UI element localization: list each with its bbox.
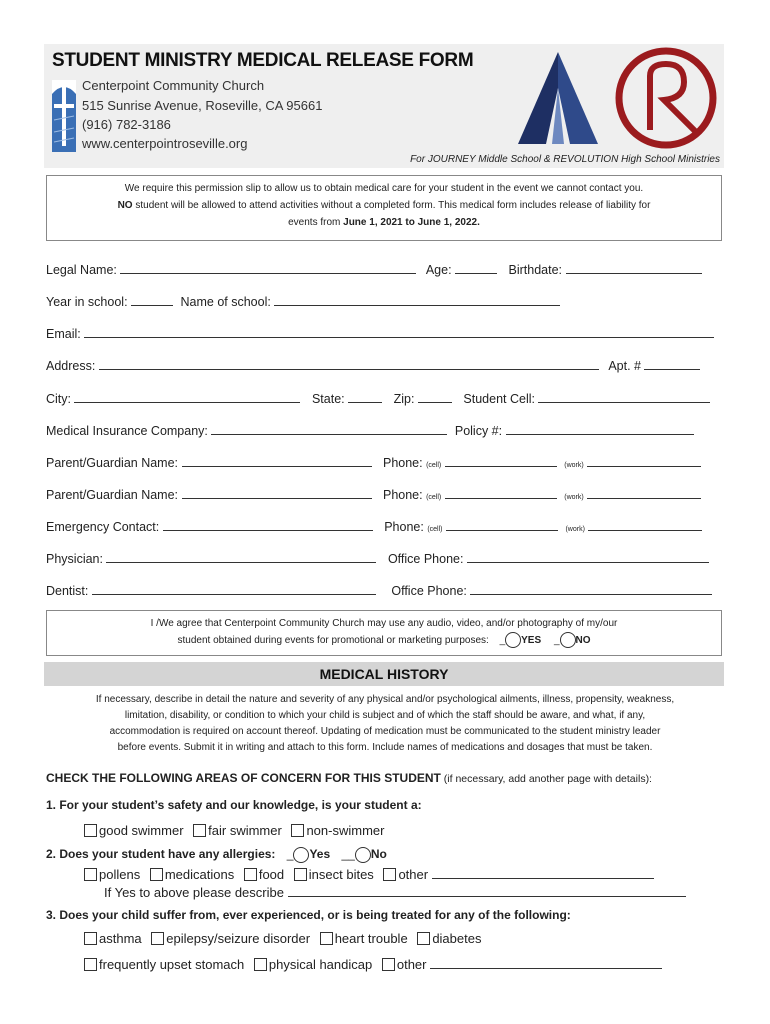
question-1: 1. For your student’s safety and our knowledge, is your student a:	[46, 798, 422, 812]
q3-other-field[interactable]	[430, 956, 662, 969]
q3-checkbox-epilepsy[interactable]	[151, 932, 164, 945]
q3-checkbox-other[interactable]	[382, 958, 395, 971]
q2-yes-label: Yes	[309, 847, 331, 862]
q3-checkbox-physical-handicap[interactable]	[254, 958, 267, 971]
physician-label: Physician:	[46, 552, 103, 566]
consent-line-1: I /We agree that Centerpoint Community Church may use any audio, video, and/or photography of my/our	[150, 618, 618, 629]
q2-option-pollens: pollens	[99, 867, 141, 882]
q2-checkbox-pollens[interactable]	[84, 868, 97, 881]
q2-option-medications: medications	[164, 867, 235, 882]
email-field[interactable]	[84, 325, 714, 338]
journey-logo-icon	[508, 48, 608, 148]
q1-option-good-swimmer: good swimmer	[99, 823, 184, 838]
year-in-school-field[interactable]	[131, 293, 173, 306]
q2-checkbox-insect-bites[interactable]	[294, 868, 307, 881]
city-field[interactable]	[74, 390, 300, 403]
insurance-label: Medical Insurance Company:	[46, 424, 208, 438]
church-website[interactable]: www.centerpointroseville.org	[82, 136, 248, 151]
student-cell-label: Student Cell:	[463, 392, 535, 406]
emergency-label: Emergency Contact:	[46, 520, 160, 534]
dentist-office-phone-field[interactable]	[470, 582, 712, 595]
physician-office-phone-field[interactable]	[467, 550, 709, 563]
q3-checkbox-diabetes[interactable]	[417, 932, 430, 945]
birthdate-field[interactable]	[566, 261, 702, 274]
q3-option-epilepsy: epilepsy/seizure disorder	[166, 931, 311, 946]
age-field[interactable]	[455, 261, 497, 274]
q2-no-label: No	[370, 847, 387, 862]
q1-option-fair-swimmer: fair swimmer	[208, 823, 282, 838]
med-desc-line-2: limitation, disability, or condition to which your child is subject and of which the staff should be aware, and what, if any,	[124, 710, 646, 721]
med-desc-line-3: accommodation is required on account thereof. Updating of medication must be communicated to the student ministry leader	[109, 726, 661, 737]
church-phone: (916) 782-3186	[82, 117, 171, 132]
parent-1-cell-tag: (cell)	[426, 462, 442, 469]
q2-describe-row	[104, 884, 686, 900]
notice-line-1: We require this permission slip to allow us to obtain medical care for your student in the event we cannot contact you.	[124, 183, 644, 194]
revolution-logo-icon	[612, 46, 720, 150]
emergency-cell-tag: (cell)	[427, 526, 443, 533]
q3-option-physical-handicap: physical handicap	[268, 957, 373, 972]
dentist-office-phone-label: Office Phone:	[391, 584, 467, 598]
q2-yes-radio[interactable]	[293, 847, 309, 863]
insurance-field[interactable]	[211, 422, 447, 435]
policy-label: Policy #:	[454, 424, 503, 438]
q1-checkbox-good-swimmer[interactable]	[84, 824, 97, 837]
church-address: 515 Sunrise Avenue, Roseville, CA 95661	[82, 98, 323, 113]
state-field[interactable]	[348, 390, 382, 403]
consent-line-2: student obtained during events for promotional or marketing purposes: _ YES _ NO	[47, 632, 721, 649]
row-legal-name	[46, 261, 702, 277]
q1-options	[84, 823, 384, 838]
legal-name-field[interactable]	[120, 261, 416, 274]
zip-label: Zip:	[393, 392, 415, 406]
parent-2-phone-label: Phone:	[382, 488, 423, 502]
checklist-heading: CHECK THE FOLLOWING AREAS OF CONCERN FOR THIS STUDENT (if necessary, add another page with details):	[46, 771, 652, 785]
legal-name-label: Legal Name:	[46, 263, 117, 277]
q3-option-asthma: asthma	[99, 931, 142, 946]
age-label: Age:	[425, 263, 452, 277]
q2-checkbox-food[interactable]	[244, 868, 257, 881]
church-cross-icon	[52, 80, 76, 152]
medical-history-description	[50, 692, 720, 756]
q2-describe-field[interactable]	[288, 884, 686, 897]
question-3: 3. Does your child suffer from, ever experienced, or is being treated for any of the following:	[46, 908, 571, 922]
notice-line-2: NO student will be allowed to attend activities without a completed form. This medical form includes release of liability for	[117, 200, 651, 211]
row-dentist	[46, 582, 712, 598]
q3-checkbox-heart-trouble[interactable]	[320, 932, 333, 945]
ministry-tagline: For JOURNEY Middle School & REVOLUTION High School Ministries	[410, 154, 720, 165]
q3-option-upset-stomach: frequently upset stomach	[99, 957, 245, 972]
dentist-label: Dentist:	[46, 584, 89, 598]
med-desc-line-1: If necessary, describe in detail the nature and severity of any physical and/or psychological ailments, illness, propensity, weakness,	[95, 694, 675, 705]
physician-field[interactable]	[106, 550, 376, 563]
row-email	[46, 325, 714, 341]
q3-option-other: other	[396, 957, 427, 972]
row-school	[46, 293, 560, 309]
q2-checkbox-other[interactable]	[383, 868, 396, 881]
consent-yes-radio[interactable]	[505, 632, 521, 648]
consent-no-radio[interactable]	[560, 632, 576, 648]
apt-label: Apt. #	[608, 359, 641, 373]
consent-yes-label: YES	[521, 635, 542, 646]
q2-option-other: other	[398, 867, 429, 882]
row-city	[46, 390, 710, 406]
q3-options-row-2	[84, 956, 662, 972]
q3-checkbox-asthma[interactable]	[84, 932, 97, 945]
row-parent-2	[46, 486, 701, 502]
emergency-phone-label: Phone:	[384, 520, 424, 534]
q2-options	[84, 866, 654, 882]
zip-field[interactable]	[418, 390, 452, 403]
parent-2-work-tag: (work)	[564, 494, 584, 501]
parent-1-phone-label: Phone:	[382, 456, 423, 470]
policy-field[interactable]	[506, 422, 694, 435]
parent-2-work-field[interactable]	[587, 486, 701, 499]
q2-no-radio[interactable]	[355, 847, 371, 863]
parent-1-work-tag: (work)	[564, 462, 584, 469]
parent-2-label: Parent/Guardian Name:	[46, 488, 179, 502]
email-label: Email:	[46, 327, 81, 341]
parent-2-cell-field[interactable]	[445, 486, 557, 499]
parent-1-cell-field[interactable]	[445, 454, 557, 467]
row-parent-1	[46, 454, 701, 470]
parent-1-field[interactable]	[182, 454, 372, 467]
parent-1-work-field[interactable]	[587, 454, 701, 467]
notice-line-3: events from June 1, 2021 to June 1, 2022.	[288, 217, 480, 228]
form-title: STUDENT MINISTRY MEDICAL RELEASE FORM	[52, 50, 474, 71]
consent-no-label: NO	[575, 635, 591, 646]
emergency-field[interactable]	[163, 518, 373, 531]
q2-checkbox-medications[interactable]	[150, 868, 163, 881]
q2-other-field[interactable]	[432, 866, 654, 879]
apt-field[interactable]	[644, 357, 700, 370]
question-2: 2. Does your student have any allergies: _ Yes __ No	[46, 847, 387, 862]
dentist-field[interactable]	[92, 582, 376, 595]
student-cell-field[interactable]	[538, 390, 710, 403]
q3-checkbox-upset-stomach[interactable]	[84, 958, 97, 971]
state-label: State:	[311, 392, 345, 406]
medical-history-heading: MEDICAL HISTORY	[44, 662, 724, 686]
q2-option-insect-bites: insect bites	[308, 867, 374, 882]
q3-options-row-1	[84, 931, 481, 946]
name-of-school-field[interactable]	[274, 293, 560, 306]
name-of-school-label: Name of school:	[180, 295, 271, 309]
q2-option-food: food	[258, 867, 285, 882]
med-desc-line-4: before events. Submit it in writing and attach to this form. Include names of medications and dosages that must be taken.	[117, 742, 653, 753]
birthdate-label: Birthdate:	[508, 263, 563, 277]
row-emergency	[46, 518, 702, 534]
parent-2-field[interactable]	[182, 486, 372, 499]
q3-option-heart-trouble: heart trouble	[334, 931, 408, 946]
year-in-school-label: Year in school:	[46, 295, 128, 309]
emergency-cell-field[interactable]	[446, 518, 558, 531]
church-name: Centerpoint Community Church	[82, 78, 265, 93]
address-field[interactable]	[99, 357, 599, 370]
emergency-work-tag: (work)	[565, 526, 585, 533]
row-address	[46, 357, 700, 373]
physician-office-phone-label: Office Phone:	[387, 552, 464, 566]
emergency-work-field[interactable]	[588, 518, 702, 531]
address-label: Address:	[46, 359, 96, 373]
q1-option-non-swimmer: non-swimmer	[306, 823, 385, 838]
q1-checkbox-non-swimmer[interactable]	[291, 824, 304, 837]
city-label: City:	[46, 392, 71, 406]
parent-1-label: Parent/Guardian Name:	[46, 456, 179, 470]
permission-notice	[46, 175, 722, 241]
q3-option-diabetes: diabetes	[432, 931, 482, 946]
q1-checkbox-fair-swimmer[interactable]	[193, 824, 206, 837]
q2-describe-label: If Yes to above please describe	[104, 885, 284, 900]
parent-2-cell-tag: (cell)	[426, 494, 442, 501]
row-physician	[46, 550, 709, 566]
media-consent-box	[46, 610, 722, 656]
row-insurance	[46, 422, 694, 438]
